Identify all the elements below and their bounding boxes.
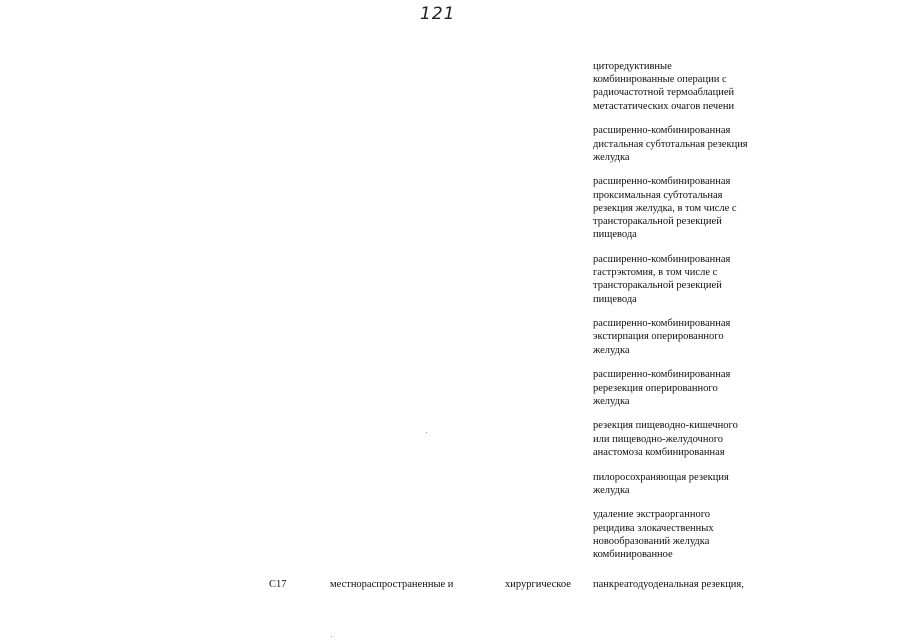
row-disease: местнораспространенные и bbox=[330, 579, 454, 590]
row-treatment-type: хирургическое bbox=[505, 579, 571, 590]
procedure-list bbox=[593, 60, 783, 573]
procedure-item: расширенно-комбинированная экстирпация оперированного желудка bbox=[593, 318, 731, 356]
page-number: 121 bbox=[420, 4, 456, 24]
scan-speck bbox=[426, 432, 427, 433]
procedure-item: расширенно-комбинированная ререзекция оперированного желудка bbox=[593, 369, 731, 407]
procedure-item: удаление экстраорганного рецидива злокачественных новообразований желудка комбинированное bbox=[593, 509, 714, 561]
procedure-item: резекция пищеводно-кишечного или пищеводно-желудочного анастомоза комбинированная bbox=[593, 420, 738, 458]
procedure-item: циторедуктивные комбинированные операции с радиочастотной термоаблацией метастатических очагов печени bbox=[593, 61, 735, 112]
procedure-item: пилоросохраняющая резекция желудка bbox=[593, 471, 729, 496]
procedure-item: расширенно-комбинированная дистальная субтотальная резекция желудка bbox=[593, 125, 748, 163]
procedure-item: расширенно-комбинированная проксимальная субтотальная резекция желудка, в том числе с трансторакальной резекцией пищевода bbox=[593, 176, 737, 241]
row-method: панкреатодуоденальная резекция, bbox=[593, 579, 744, 590]
row-code: C17 bbox=[269, 579, 287, 590]
scan-speck bbox=[331, 636, 332, 637]
procedure-item: расширенно-комбинированная гастрэктомия, в том числе с трансторакальной резекцией пищевода bbox=[593, 253, 731, 305]
